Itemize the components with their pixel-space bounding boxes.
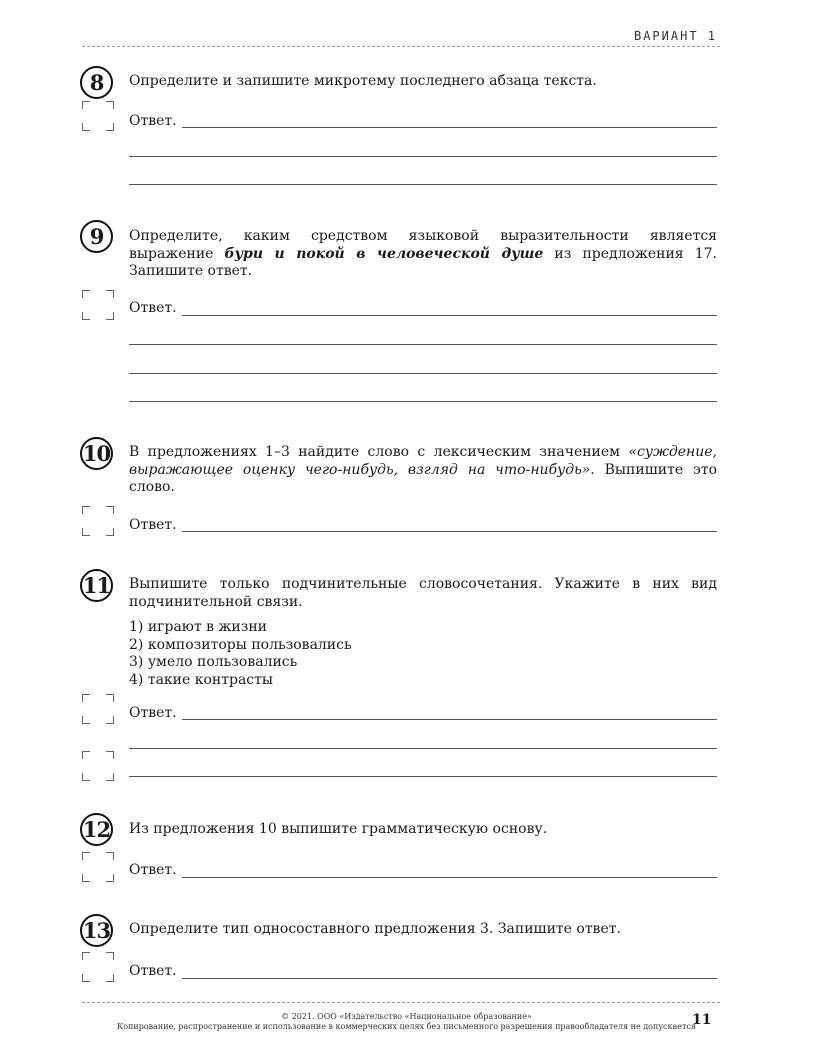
option-item: 4) такие контрасты [129,671,274,688]
definition-phrase: «суждение, выражающее оценку чего-нибудь, взгляд на что-нибудь» [129,444,717,478]
task-number-10: 10 [80,437,113,470]
answer-box-10 [82,506,114,536]
task-number-12: 12 [80,813,113,846]
answer-box-11a [82,694,114,724]
answer-label-8: Ответ. [129,113,177,129]
copyright-text: © 2021. ООО «Издательство «Национальное образование» [281,1012,532,1021]
task-12-question: Из предложения 10 выпишите грамматическую основу. [129,821,548,837]
task-11-question: Выпишите только подчинительные словосочетания. Укажите в них вид подчинительной связи. [129,576,717,610]
answer-label-13: Ответ. [129,963,177,979]
answer-line[interactable] [129,776,717,777]
task-number-8: 8 [80,66,113,99]
answer-line[interactable] [129,401,717,402]
answer-box-12 [82,852,114,882]
header-rule [82,46,720,47]
highlighted-phrase: бури и покой в человеческой душе [224,245,544,262]
page-number: 11 [692,1012,712,1028]
answer-label-12: Ответ. [129,862,177,878]
answer-label-9: Ответ. [129,300,177,316]
answer-box-11b [82,751,114,781]
answer-line[interactable] [182,127,717,128]
answer-box-13 [82,952,114,982]
answer-line[interactable] [129,184,717,185]
task-number-9: 9 [80,220,113,253]
option-item: 2) композиторы пользовались [129,636,352,653]
answer-line[interactable] [182,978,717,979]
task-8-question: Определите и запишите микротему последнего абзаца текста. [129,73,597,89]
footer-rule [82,1002,720,1003]
answer-line[interactable] [182,877,717,878]
answer-line[interactable] [182,719,717,720]
task-13-question: Определите тип односоставного предложения 3. Запишите ответ. [129,921,621,937]
answer-box-8 [82,101,114,131]
answer-line[interactable] [129,748,717,749]
answer-line[interactable] [129,344,717,345]
option-item: 3) умело пользовались [129,654,298,670]
answer-line[interactable] [129,373,717,374]
task-9-question: Определите, каким средством языковой выразительности является выражение бури и покой в человеческой душе из предложения 17. Запишите ответ. [129,228,717,279]
answer-line[interactable] [129,156,717,157]
copy-notice: Копирование, распространение и использование в коммерческих целях без письменного разрешения правообладателя не допускается [117,1022,696,1031]
answer-box-9 [82,290,114,320]
option-item: 1) играют в жизни [129,619,268,635]
answer-line[interactable] [182,315,717,316]
answer-line[interactable] [182,531,717,532]
answer-label-10: Ответ. [129,517,177,533]
task-number-13: 13 [80,914,113,947]
task-11-options [129,619,352,689]
task-10-question: В предложениях 1–3 найдите слово с лексическим значением «суждение, выражающее оценку чего-нибудь, взгляд на что-нибудь». Выпишите это слово. [129,444,717,495]
task-number-11: 11 [80,569,113,602]
answer-label-11: Ответ. [129,705,177,721]
variant-label: ВАРИАНТ 1 [633,29,717,43]
